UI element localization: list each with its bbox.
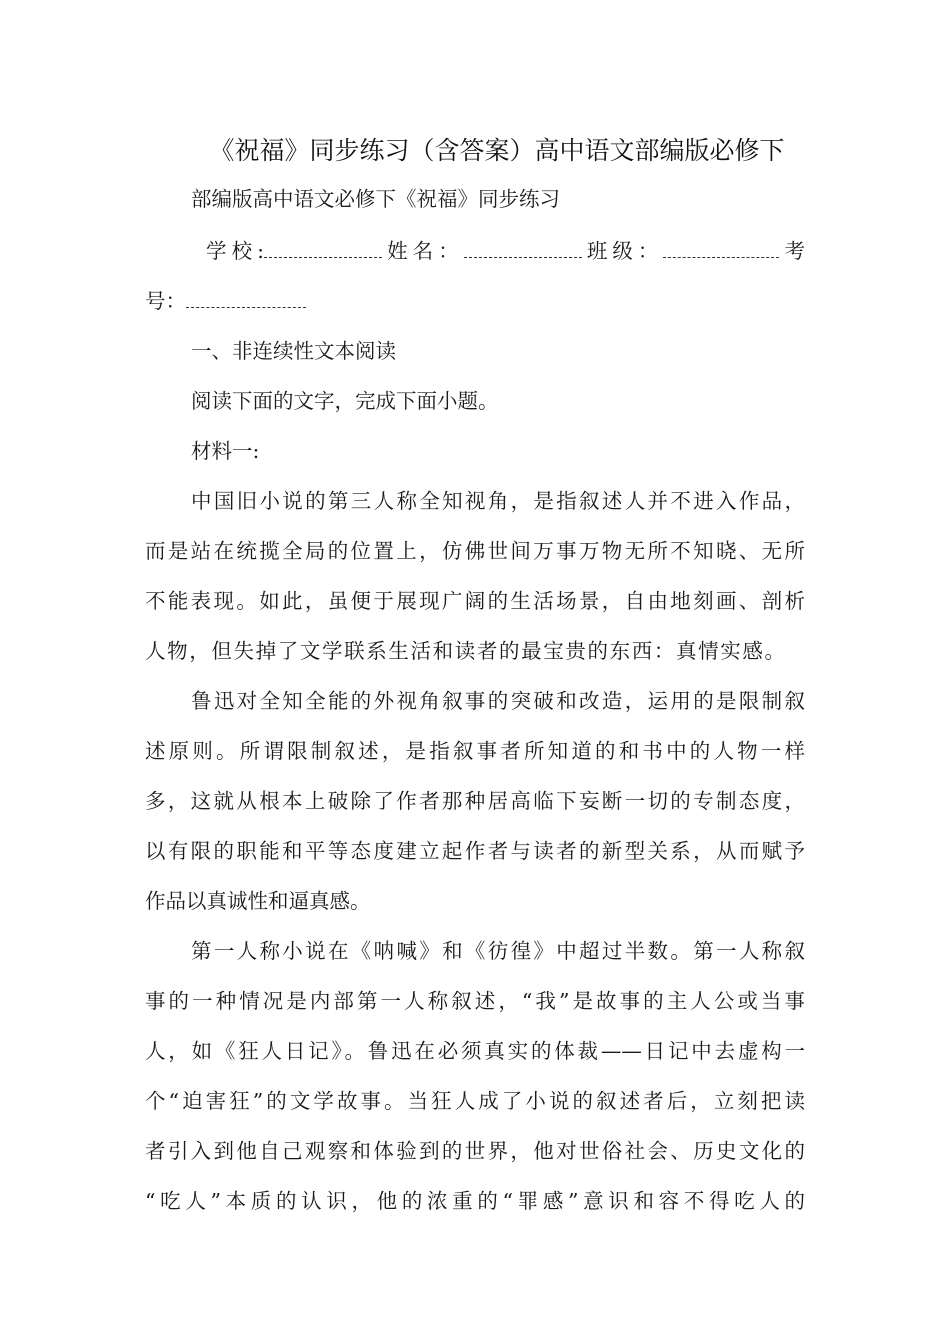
document-title: 《祝福》同步练习（含答案）高中语文部编版必修下: [209, 136, 785, 165]
section-heading: 一、非连续性文本阅读: [191, 339, 396, 363]
paragraph3-line4: 个“迫害狂”的文学故事。当狂人成了小说的叙述者后，立刻把读: [145, 1089, 805, 1113]
paragraph3-line2: 事的一种情况是内部第一人称叙述，“我”是故事的主人公或当事: [145, 989, 805, 1013]
school-label: 学校:: [201, 239, 265, 263]
paragraph1-line3: 不能表现。如此，虽便于展现广阔的生活场景，自由地刻画、剖析: [145, 589, 805, 613]
class-label: 班级：: [581, 239, 664, 263]
number-label-part2: 号：: [145, 289, 186, 313]
paragraph2-line5: 作品以真诚性和逼真感。: [145, 889, 371, 913]
name-label: 姓名：: [382, 239, 464, 263]
school-blank[interactable]: [264, 239, 382, 258]
paragraph1-line4: 人物，但失掉了文学联系生活和读者的最宝贵的东西：真情实感。: [145, 639, 785, 663]
number-label-part1: 考: [779, 239, 806, 263]
paragraph3-line1: 第一人称小说在《呐喊》和《彷徨》中超过半数。第一人称叙: [191, 939, 805, 963]
paragraph2-line2: 述原则。所谓限制叙述，是指叙事者所知道的和书中的人物一样: [145, 739, 805, 763]
student-info-row: [145, 236, 805, 266]
document-subtitle: 部编版高中语文必修下《祝福》同步练习: [191, 187, 560, 211]
material-label: 材料一:: [191, 439, 260, 463]
number-blank[interactable]: [186, 289, 306, 308]
paragraph1-line2: 而是站在统揽全局的位置上，仿佛世间万事万物无所不知晓、无所: [145, 539, 805, 563]
paragraph3-line3: 人，如《狂人日记》。鲁迅在必须真实的体裁——日记中去虚构一: [145, 1039, 805, 1063]
student-info-row-2: [145, 286, 805, 316]
class-blank[interactable]: [663, 239, 779, 258]
paragraph2-line4: 以有限的职能和平等态度建立起作者与读者的新型关系，从而赋予: [145, 839, 805, 863]
instruction-text: 阅读下面的文字，完成下面小题。: [191, 389, 499, 413]
paragraph1-line1: 中国旧小说的第三人称全知视角，是指叙述人并不进入作品，: [191, 489, 805, 513]
paragraph2-line3: 多，这就从根本上破除了作者那种居高临下妄断一切的专制态度，: [145, 789, 805, 813]
paragraph2-line1: 鲁迅对全知全能的外视角叙事的突破和改造，运用的是限制叙: [191, 689, 805, 713]
paragraph3-line5: 者引入到他自己观察和体验到的世界，他对世俗社会、历史文化的: [145, 1139, 805, 1163]
name-blank[interactable]: [464, 239, 582, 258]
paragraph3-line6: “吃人”本质的认识，他的浓重的“罪感”意识和容不得吃人的: [145, 1189, 805, 1213]
